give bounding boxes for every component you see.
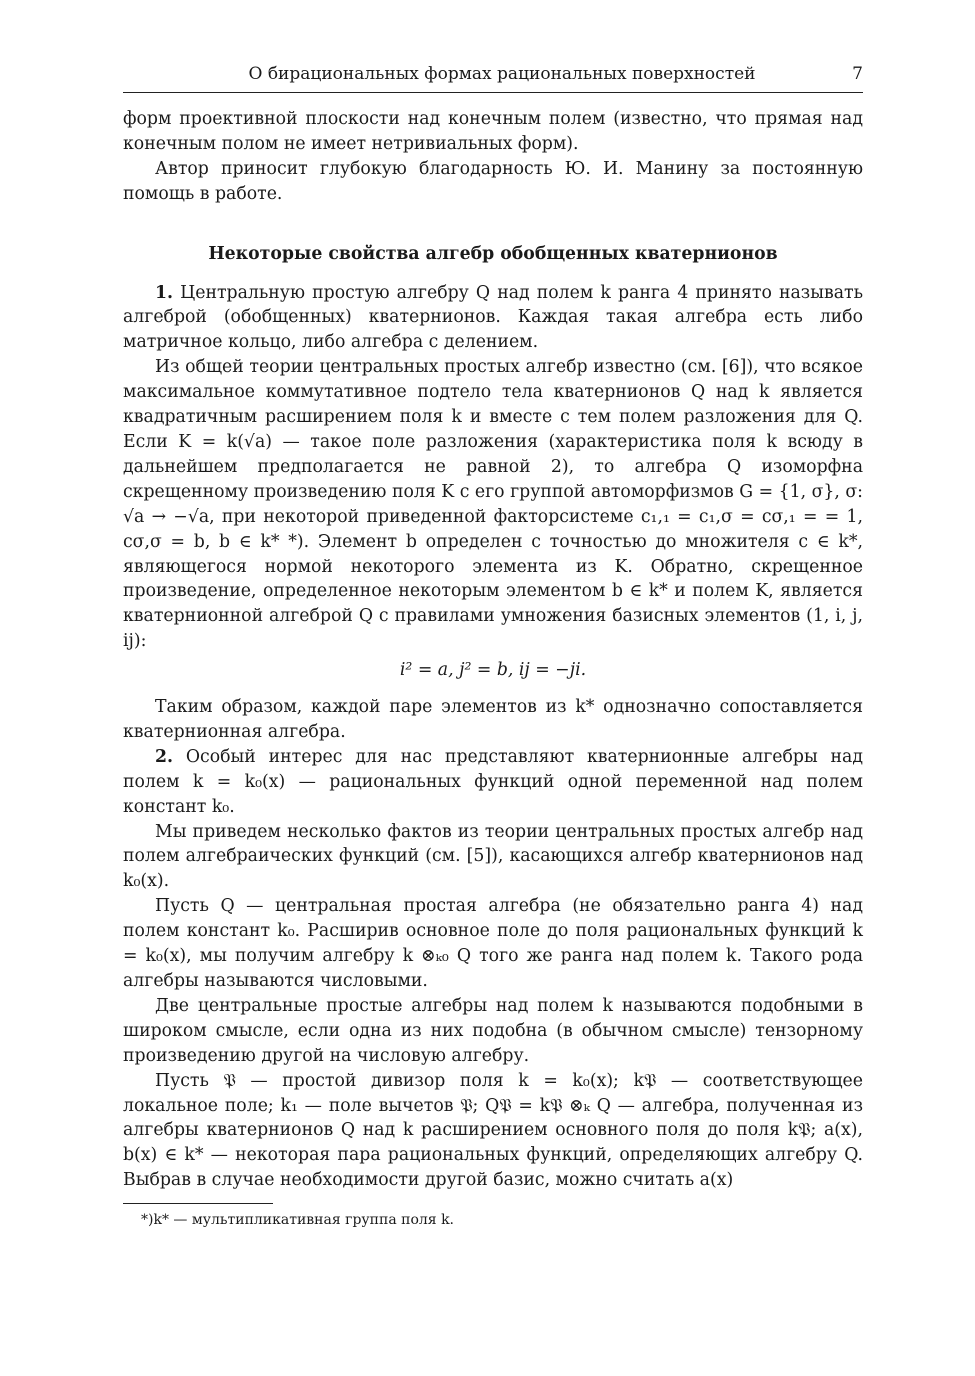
footnote: *)k* — мультипликативная группа поля k.	[141, 1212, 454, 1229]
paragraph-text: Центральную простую алгебру Q над полем k ранга 4 принято называть алгеброй (обобщенных) кватернионов. Каждая такая алгебра есть либо матричное кольцо, либо алгебра с делением.	[123, 282, 863, 353]
paragraph: Из общей теории центральных простых алгебр известно (см. [6]), что всякое максимальное коммутативное подтело тела кватернионов Q над k является квадратичным расширением поля k и вместе с тем полем разложения для Q. Если K = k(√a) — такое поле разложения (характеристика поля k всюду в дальнейшем предполагается не равной 2), то алгебра Q изоморфна скрещенному произведению поля K с его группой автоморфизмов G = {1, σ}, σ: √a → −√a, при некоторой приведенной факторсистеме c₁,₁ = c₁,σ = cσ,₁ = = 1, cσ,σ = b, b ∈ k* *). Элемент b определен с точностью до множителя c ∈ k*, являющегося нормой некоторого элемента из K. Обратно, скрещенное произведение, определенное некоторым элементом b ∈ k* и полем K, является кватернионной алгеброй Q с правилами умножения базисных элементов (1, i, j, ij):	[123, 357, 863, 652]
page	[123, 62, 863, 1230]
formula: i² = a, j² = b, ij = −ji.	[399, 660, 587, 681]
footnote-rule	[123, 1203, 273, 1204]
paragraph-text: Особый интерес для нас представляют кватернионные алгебры над полем k = k₀(x) — рациональных функций одной переменной над полем констант k₀.	[123, 746, 863, 817]
body-text	[123, 107, 863, 1230]
paragraph: Пусть 𝔓 — простой дивизор поля k = k₀(x); k𝔓 — соответствующее локальное поле; k₁ — поле вычетов 𝔓; Q𝔓 = k𝔓 ⊗ₖ Q — алгебра, полученная из алгебры кватернионов Q над k расширением основного поля до поля k𝔓; a(x), b(x) ∈ k* — некоторая пара рациональных функций, определяющих алгебру Q. Выбрав в случае необходимости другой базис, можно считать a(x)	[123, 1070, 863, 1191]
running-header	[123, 62, 863, 93]
paragraph-2	[123, 745, 863, 820]
section-title: Некоторые свойства алгебр обобщенных кватернионов	[208, 243, 778, 264]
item-number: 2.	[155, 746, 174, 767]
item-number: 1.	[155, 282, 174, 303]
paragraph: Таким образом, каждой паре элементов из k* однозначно сопоставляется кватернионная алгебра.	[123, 697, 863, 742]
paragraph-1	[123, 281, 863, 356]
paragraph-acknowledgement: Автор приносит глубокую благодарность Ю. И. Манину за постоянную помощь в работе.	[123, 158, 863, 204]
paragraph: Две центральные простые алгебры над полем k называются подобными в широком смысле, если одна из них подобна (в обычном смысле) тензорному произведению другой на числовую алгебру.	[123, 995, 863, 1066]
running-title: О бирациональных формах рациональных поверхностей	[248, 64, 756, 84]
paragraph: форм проективной плоскости над конечным полем (известно, что прямая над конечным полом не имеет нетривиальных форм).	[123, 109, 863, 154]
paragraph: Мы приведем несколько фактов из теории центральных простых алгебр над полем алгебраических функций (см. [5]), касающихся алгебр кватернионов над k₀(x).	[123, 821, 863, 892]
page-number: 7	[852, 64, 863, 84]
paragraph: Пусть Q — центральная простая алгебра (не обязательно ранга 4) над полем констант k₀. Расширив основное поле до поля рациональных функций k = k₀(x), мы получим алгебру k ⊗ₖ₀ Q того же ранга над полем k. Такого рода алгебры называются числовыми.	[123, 896, 863, 991]
